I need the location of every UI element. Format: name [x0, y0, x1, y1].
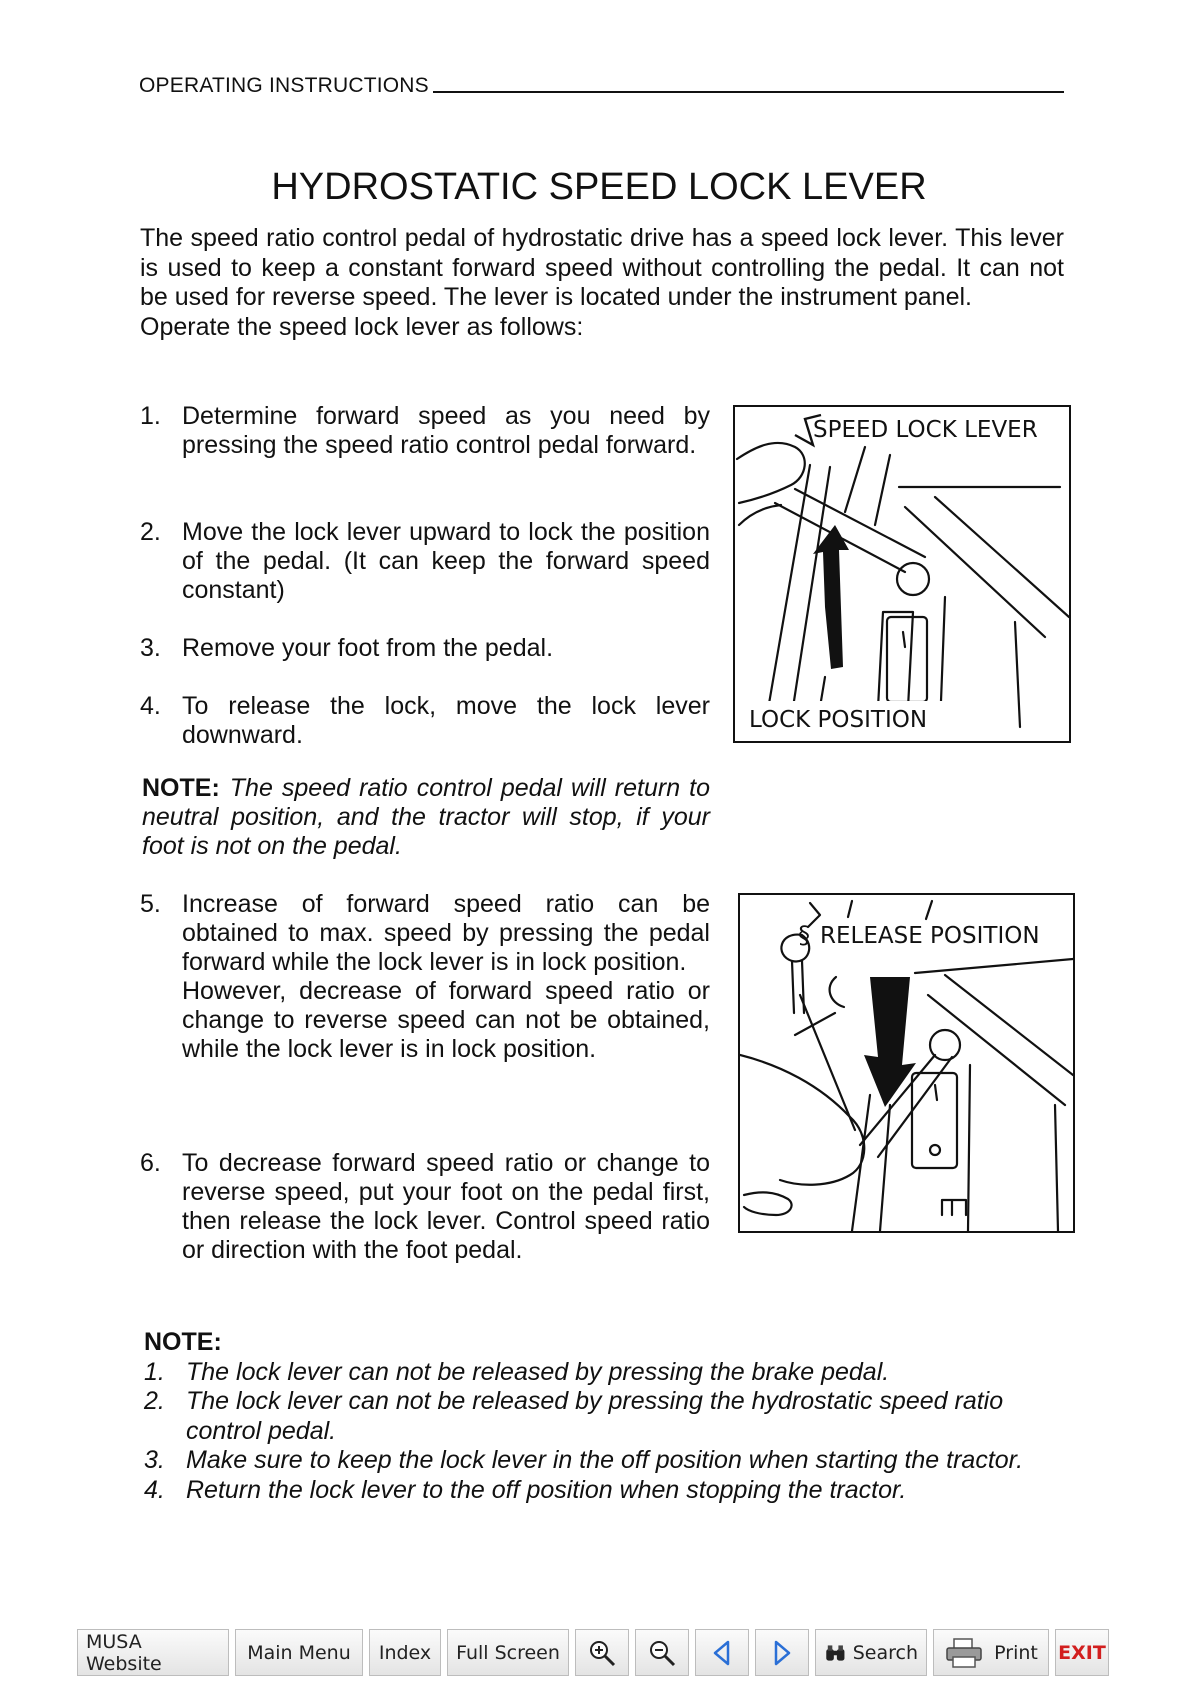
note-item-3 — [144, 1446, 1074, 1476]
exit-button[interactable]: EXIT — [1055, 1629, 1109, 1676]
steps-group-4 — [140, 692, 710, 750]
steps-group-6 — [140, 1149, 710, 1265]
page-header — [139, 74, 1064, 98]
print-button[interactable] — [933, 1629, 1049, 1676]
step-text-continued: However, decrease of forward speed ratio or change to reverse speed can not be obtained, while the lock lever is in lock position. — [182, 977, 710, 1063]
step-number: 2. — [140, 518, 161, 546]
notes-list — [144, 1328, 1074, 1505]
page-title-text: HYDROSTATIC SPEED LOCK LEVER — [271, 166, 927, 208]
note-item-text: Return the lock lever to the off position when stopping the tractor. — [186, 1475, 907, 1504]
note-number: 2. — [144, 1387, 165, 1415]
note-item-2 — [144, 1387, 1074, 1446]
hand-outline — [740, 1055, 864, 1185]
lock-lever-illustration — [735, 407, 1069, 741]
zoom-out-icon — [647, 1638, 677, 1668]
note-number: 3. — [144, 1446, 165, 1474]
step-5 — [140, 890, 710, 1064]
page-title — [0, 166, 1190, 209]
note-text: The speed ratio control pedal will return to neutral position, and the tractor will stop, if your foot is not on the pedal. — [142, 774, 710, 860]
note-item-1 — [144, 1358, 1074, 1388]
note-neutral — [142, 774, 710, 861]
step-1 — [140, 402, 710, 460]
figure-label-speed-lock-lever: SPEED LOCK LEVER — [813, 417, 1038, 443]
step-2 — [140, 518, 710, 605]
steps-group-1 — [140, 402, 710, 460]
intro — [140, 224, 1064, 342]
figure-label-release-position: RELEASE POSITION — [820, 923, 1040, 949]
note-item-text: The lock lever can not be released by pressing the hydrostatic speed ratio control pedal. — [186, 1387, 1004, 1445]
lever-knob — [897, 563, 929, 595]
previous-page-button[interactable] — [695, 1629, 749, 1676]
step-6 — [140, 1149, 710, 1265]
figure-release-position — [738, 893, 1075, 1233]
main-menu-button[interactable]: Main Menu — [235, 1629, 363, 1676]
intro-paragraph: The speed ratio control pedal of hydrostatic drive has a speed lock lever. This lever is used to keep a constant forward speed without controlling the pedal. It can not be used for reverse speed. The lever is located under the instrument panel. — [140, 224, 1064, 311]
note-label: NOTE: — [144, 1328, 222, 1356]
zoom-out-button[interactable] — [635, 1629, 689, 1676]
note-number: 1. — [144, 1357, 165, 1386]
header-rule — [433, 91, 1064, 93]
navigation-toolbar — [77, 1629, 1109, 1676]
figure-label-lock-position: LOCK POSITION — [749, 707, 928, 733]
note-label: NOTE: — [142, 774, 220, 802]
figure-lock-position — [733, 405, 1071, 743]
previous-arrow-icon — [710, 1639, 734, 1667]
printer-icon — [944, 1637, 984, 1669]
step-4 — [140, 692, 710, 750]
search-button[interactable] — [815, 1629, 927, 1676]
zoom-in-icon — [587, 1638, 617, 1668]
note-number: 4. — [144, 1475, 165, 1504]
full-screen-button[interactable]: Full Screen — [447, 1629, 569, 1676]
step-text: To release the lock, move the lock lever downward. — [182, 692, 710, 749]
step-text: Determine forward speed as you need by pressing the speed ratio control pedal forward. — [182, 402, 710, 459]
steps-group-2 — [140, 518, 710, 605]
step-text: Move the lock lever upward to lock the position of the pedal. (It can keep the forward speed constant) — [182, 518, 710, 604]
next-arrow-icon — [770, 1639, 794, 1667]
zoom-in-button[interactable] — [575, 1629, 629, 1676]
note-item-text: Make sure to keep the lock lever in the off position when starting the tractor. — [186, 1446, 1024, 1474]
step-number: 5. — [140, 890, 161, 918]
step-text: Increase of forward speed ratio can be obtained to max. speed by pressing the pedal forward while the lock lever is in lock position. — [182, 890, 710, 976]
steps-group-3 — [140, 634, 710, 663]
step-3 — [140, 634, 710, 663]
release-lever-illustration — [740, 895, 1073, 1231]
musa-website-button[interactable]: MUSA Website — [77, 1629, 229, 1676]
note-item-text: The lock lever can not be released by pressing the brake pedal. — [186, 1357, 890, 1386]
step-text: Remove your foot from the pedal. — [182, 634, 554, 662]
index-button[interactable]: Index — [369, 1629, 441, 1676]
step-number: 4. — [140, 692, 161, 720]
note-item-4 — [144, 1476, 1074, 1506]
step-text: To decrease forward speed ratio or change to reverse speed, put your foot on the pedal first, then release the lock lever. Control speed ratio or direction with the foot pedal. — [182, 1149, 710, 1264]
binoculars-icon — [824, 1640, 847, 1666]
next-page-button[interactable] — [755, 1629, 809, 1676]
intro-lead: Operate the speed lock lever as follows: — [140, 312, 584, 341]
print-label: Print — [994, 1641, 1038, 1664]
step-number: 1. — [140, 402, 161, 430]
header-label: OPERATING INSTRUCTIONS — [139, 74, 429, 97]
search-label: Search — [852, 1641, 918, 1664]
svg-text:§: § — [798, 921, 810, 949]
hand-outline — [737, 443, 805, 503]
step-number: 3. — [140, 634, 161, 662]
step-number: 6. — [140, 1149, 161, 1177]
steps-group-5 — [140, 890, 710, 1064]
